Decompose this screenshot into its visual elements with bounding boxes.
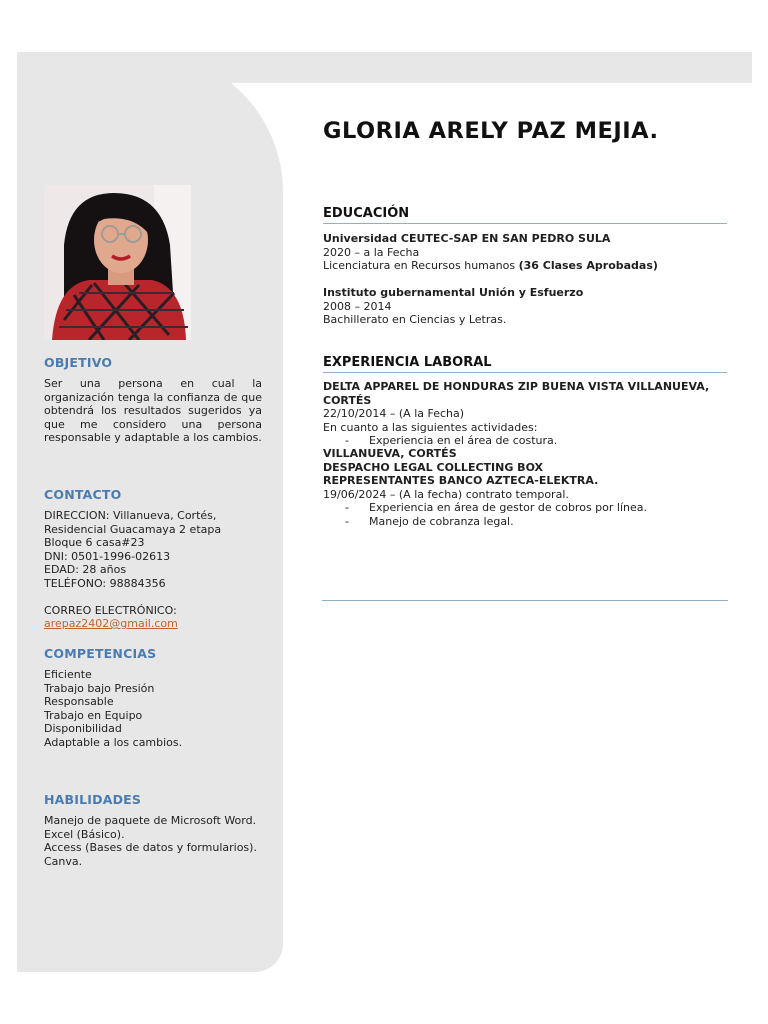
list-item: Responsable — [44, 695, 114, 709]
contacto-section — [44, 487, 262, 631]
education-dates: 2020 – a la Fecha — [323, 245, 420, 259]
habilidades-section — [44, 792, 262, 868]
list-item: Adaptable a los cambios. — [44, 735, 183, 749]
habilidades-list — [44, 814, 262, 868]
education-degree-note: (36 Clases Aprobadas) — [518, 259, 658, 272]
education-school: Instituto gubernamental Unión y Esfuerzo — [323, 286, 584, 299]
contacto-details — [44, 509, 262, 631]
contact-address-line: Residencial Guacamaya 2 etapa — [44, 522, 222, 536]
education-dates: 2008 – 2014 — [323, 299, 392, 313]
competencias-section — [44, 646, 262, 750]
job-duties — [323, 434, 727, 448]
objetivo-heading: OBJETIVO — [44, 355, 113, 370]
education-school: Universidad CEUTEC-SAP EN SAN PEDRO SULA — [323, 232, 611, 245]
habilidades-heading: HABILIDADES — [44, 792, 142, 807]
list-item: Canva. — [44, 854, 83, 868]
contact-age: EDAD: 28 años — [44, 563, 127, 577]
list-item: Eficiente — [44, 668, 92, 681]
competencias-list — [44, 668, 262, 750]
objetivo-section — [44, 355, 262, 445]
job-dates: 19/06/2024 – (A la fecha) contrato temporal. — [323, 487, 569, 501]
job-title: DESPACHO LEGAL COLLECTING BOX — [323, 460, 544, 474]
objetivo-text: Ser una persona en cual la organización tenga la confianza de que obtendrá los resultados sugeridos ya que me considero una persona responsable y adaptable a los cambios. — [44, 377, 262, 445]
contact-email-label: CORREO ELECTRÓNICO: — [44, 603, 177, 617]
section-divider — [322, 600, 728, 601]
education-degree: Bachillerato en Ciencias y Letras. — [323, 313, 507, 326]
competencias-heading: COMPETENCIAS — [44, 646, 157, 661]
education-entry — [323, 232, 727, 273]
contact-address-line: DIRECCION: Villanueva, Cortés, — [44, 509, 217, 522]
candidate-name: GLORIA ARELY PAZ MEJIA. — [323, 118, 659, 144]
list-item: - Manejo de cobranza legal. — [323, 515, 727, 529]
list-item: Disponibilidad — [44, 722, 122, 736]
list-item: Trabajo bajo Presión — [44, 681, 155, 695]
contact-phone: TELÉFONO: 98884356 — [44, 576, 166, 590]
job-duties — [323, 501, 727, 528]
job-entry — [323, 380, 727, 448]
contact-dni: DNI: 0501-1996-02613 — [44, 549, 171, 563]
contact-email-link[interactable]: arepaz2402@gmail.com — [44, 617, 178, 631]
list-item: Manejo de paquete de Microsoft Word. — [44, 814, 257, 827]
job-title: DELTA APPAREL DE HONDURAS ZIP BUENA VISTA VILLANUEVA, CORTÉS — [323, 380, 710, 407]
job-title: VILLANUEVA, CORTÉS — [323, 447, 457, 460]
contact-address-line: Bloque 6 casa#23 — [44, 536, 145, 550]
list-item: Excel (Básico). — [44, 827, 125, 841]
job-intro: En cuanto a las siguientes actividades: — [323, 420, 538, 434]
job-title: REPRESENTANTES BANCO AZTECA-ELEKTRA. — [323, 474, 599, 487]
educacion-heading: EDUCACIÓN — [323, 206, 727, 224]
education-degree: Licenciatura en Recursos humanos (36 Clases Aprobadas) — [323, 259, 658, 272]
list-item: Trabajo en Equipo — [44, 708, 143, 722]
education-entry — [323, 286, 727, 327]
list-item: Access (Bases de datos y formularios). — [44, 841, 257, 855]
profile-photo — [44, 185, 191, 340]
job-dates: 22/10/2014 – (A la Fecha) — [323, 407, 465, 420]
contacto-heading: CONTACTO — [44, 487, 122, 502]
job-entry — [323, 447, 727, 528]
list-item: - Experiencia en el área de costura. — [323, 434, 727, 448]
list-item: - Experiencia en área de gestor de cobros por línea. — [323, 501, 727, 515]
experiencia-heading: EXPERIENCIA LABORAL — [323, 355, 727, 373]
